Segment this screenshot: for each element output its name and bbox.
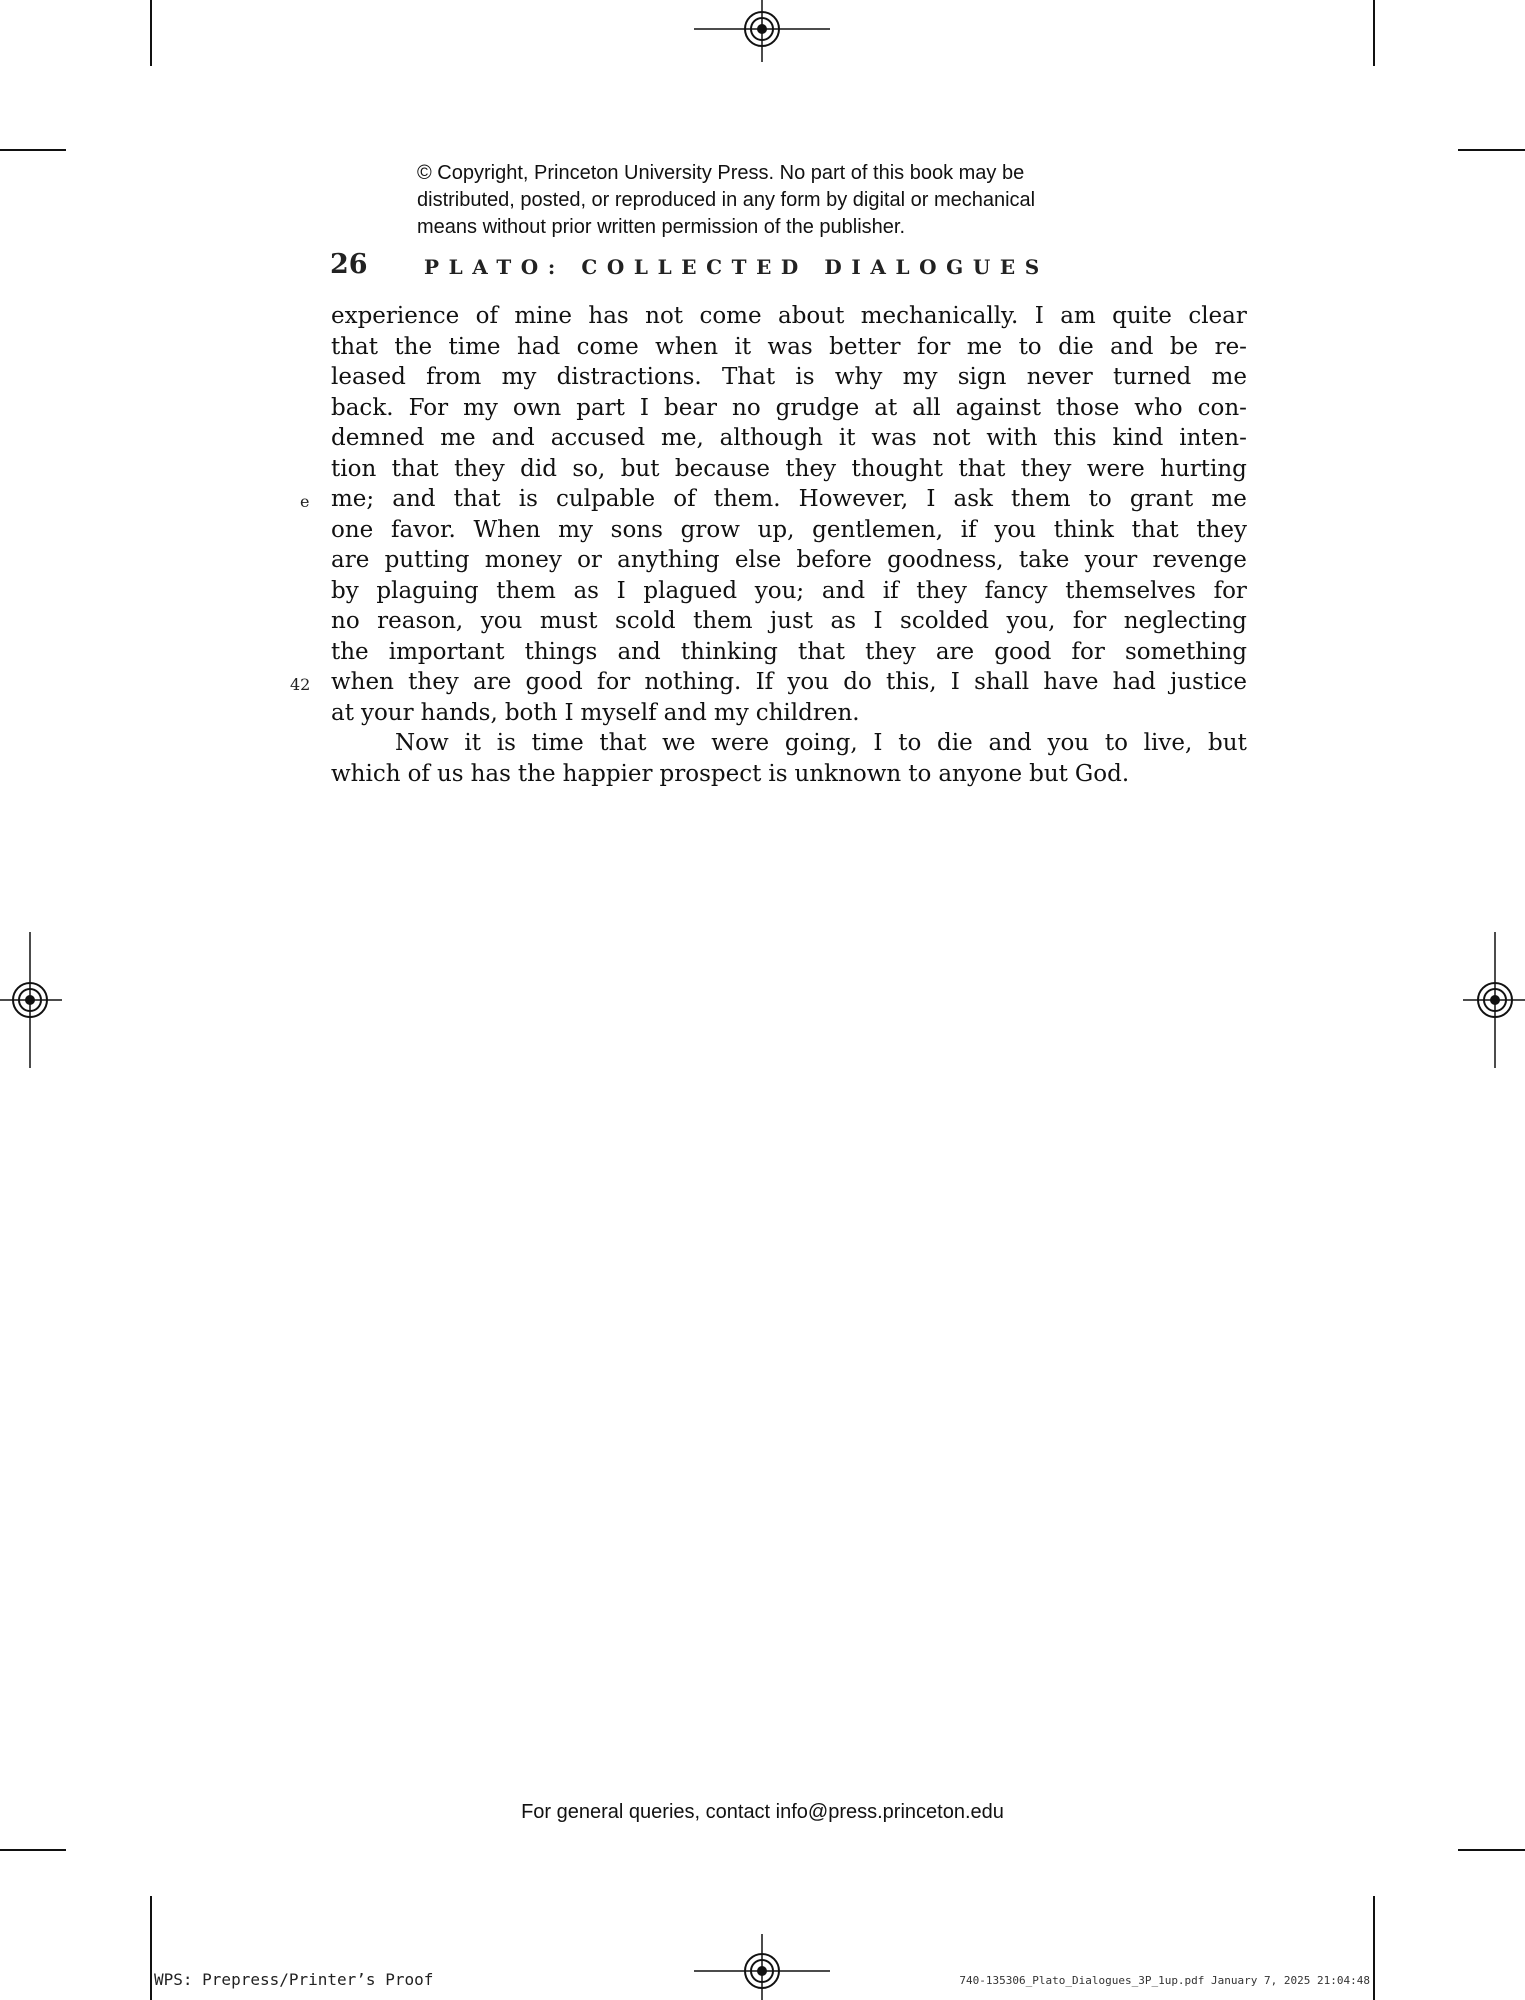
registration-mark-left-icon — [0, 932, 66, 1068]
text-line: Now it is time that we were going, I to die and you to live, but — [395, 730, 1247, 756]
text-line: tion that they did so, but because they thought that they were hurting — [331, 455, 1247, 482]
crop-mark-right-bottom — [1458, 1849, 1525, 1851]
text-line: that the time had come when it was better for me to die and be re- — [331, 333, 1247, 360]
text-line: are putting money or anything else before goodness, take your revenge — [331, 547, 1247, 573]
crop-mark-left-bottom — [0, 1849, 66, 1851]
registration-mark-top-icon — [694, 0, 830, 66]
text-line: one favor. When my sons grow up, gentlemen, if you think that they — [331, 516, 1247, 543]
text-line: experience of mine has not come about mechanically. I am quite clear — [331, 303, 1247, 329]
crop-mark-top-left — [150, 0, 152, 66]
crop-mark-bottom-left — [150, 1896, 152, 2000]
text-line: back. For my own part I bear no grudge at all against those who con- — [331, 394, 1247, 421]
text-line: me; and that is culpable of them. However, I ask them to grant me — [331, 486, 1247, 512]
text-line: by plaguing them as I plagued you; and if they fancy themselves for — [331, 577, 1247, 604]
crop-mark-bottom-right — [1373, 1896, 1375, 2000]
file-info: 740-135306_Plato_Dialogues_3P_1up.pdf January 7, 2025 21:04:48 — [959, 1974, 1370, 1987]
registration-mark-bottom-icon — [694, 1934, 830, 2000]
text-line: no reason, you must scold them just as I scolded you, for neglecting — [331, 608, 1247, 634]
copyright-line: distributed, posted, or reproduced in any form by digital or mechanical — [417, 189, 1036, 211]
margin-marker-42: 42 — [290, 675, 311, 694]
copyright-line: © Copyright, Princeton University Press. No part of this book may be — [417, 162, 1025, 184]
text-line: at your hands, both I myself and my children. — [331, 699, 860, 726]
crop-mark-right-top — [1458, 149, 1525, 151]
copyright-line: means without prior written permission of the publisher. — [417, 216, 906, 238]
text-line: demned me and accused me, although it was not with this kind inten- — [331, 425, 1247, 451]
text-line: when they are good for nothing. If you do this, I shall have had justice — [331, 669, 1247, 695]
crop-mark-left-top — [0, 149, 66, 151]
page-number: 26 — [330, 249, 368, 280]
crop-mark-top-right — [1373, 0, 1375, 66]
text-line: which of us has the happier prospect is unknown to anyone but God. — [331, 760, 1130, 787]
margin-marker-e: e — [300, 492, 310, 511]
copyright-notice — [417, 160, 1157, 241]
proof-label: WPS: Prepress/Printer’s Proof — [154, 1970, 434, 1989]
registration-mark-right-icon — [1459, 932, 1525, 1068]
running-head: PLATO: COLLECTED DIALOGUES — [424, 255, 1049, 279]
text-line: the important things and thinking that they are good for something — [331, 638, 1247, 665]
general-queries-note: For general queries, contact info@press.princeton.edu — [521, 1801, 1004, 1823]
text-line: leased from my distractions. That is why my sign never turned me — [331, 364, 1247, 390]
body-text — [331, 301, 1247, 789]
